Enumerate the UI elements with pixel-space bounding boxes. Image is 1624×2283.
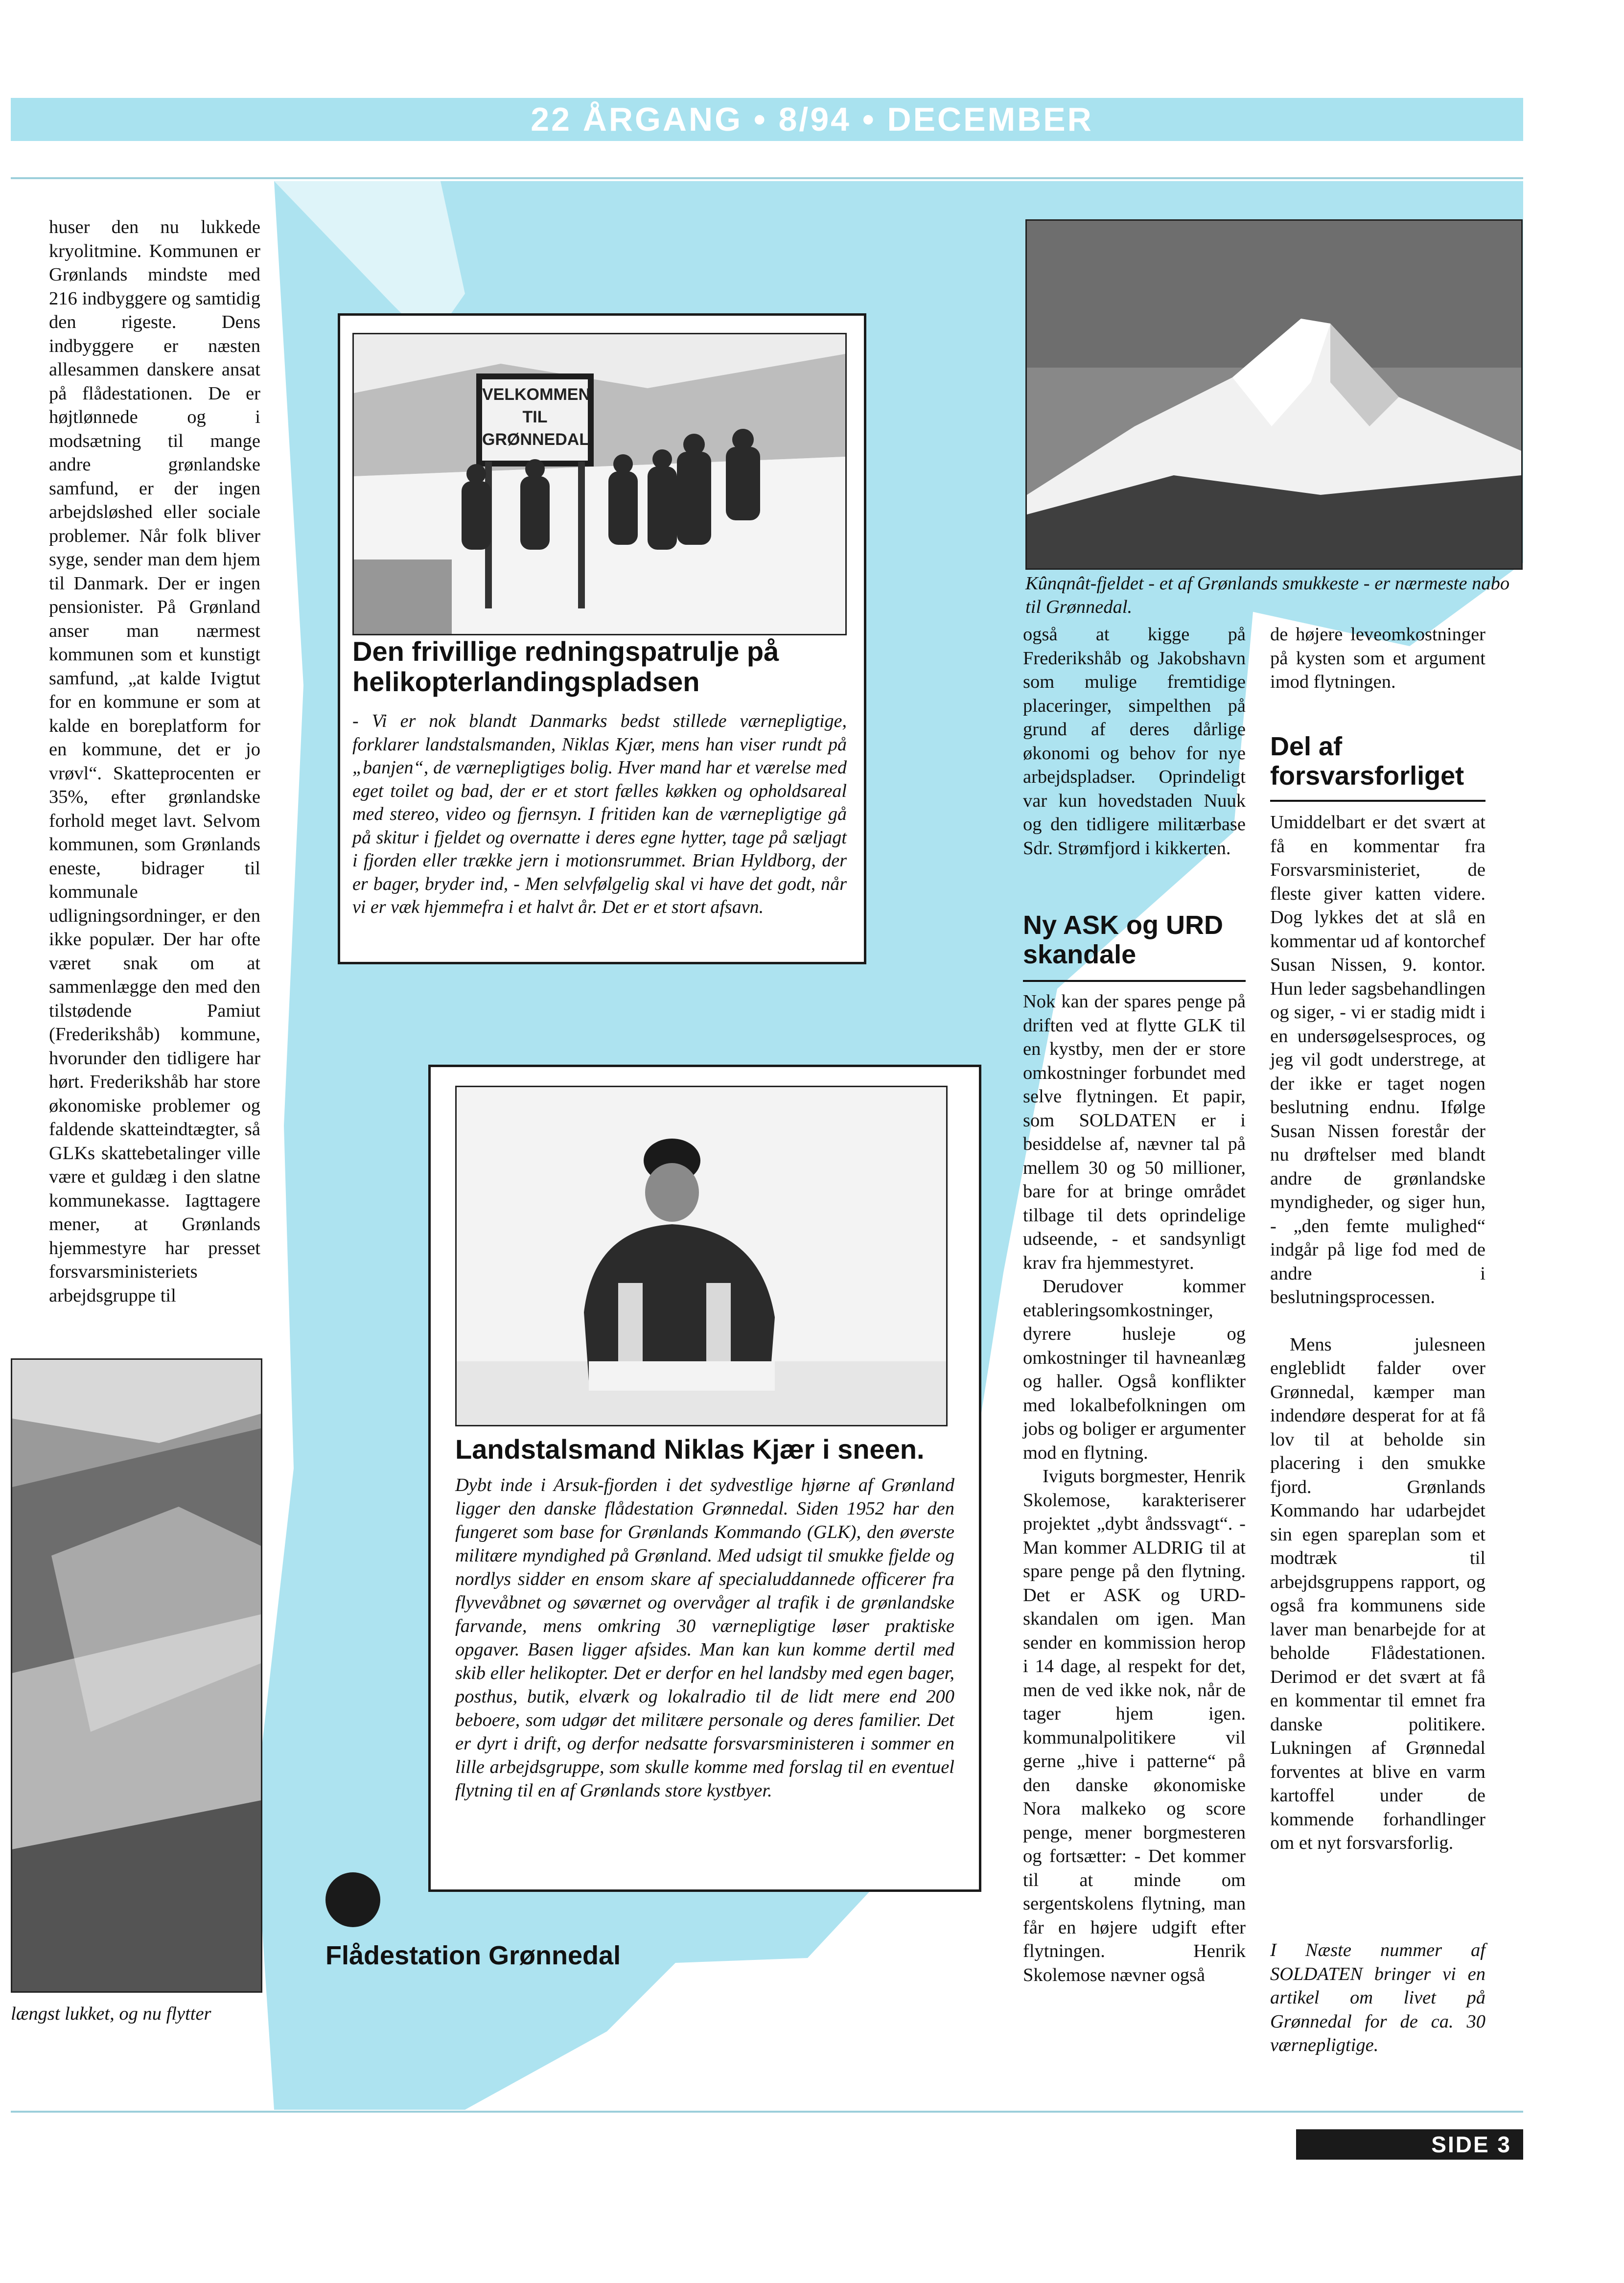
col4-para1: Umiddelbart er det svært at få en kommentar fra Forsvarsministeriet, de fleste giver katten videre. Dog lykkes det at slå en kommentar ud af kontorchef Susan Nissen, 9. kontor. Hun leder sagsbehandlingen og siger, - vi er stadig midt i en undersøgelsesproces, og jeg vil godt understrege, at der ikke er taget nogen beslutning endnu. Ifølge Susan Nissen forestår der nu drøftelser med blandt andre de grønlandske myndigheder, og siger hun, - „den femte mulighed“ indgår på lige fod med de andre i beslutningsprocessen. bbox=[1270, 812, 1485, 1307]
page-number-bar bbox=[1296, 2129, 1523, 2160]
mountain-photo bbox=[1025, 219, 1523, 570]
patrol-body: - Vi er nok blandt Danmarks bedst stillede værnepligtige, forklarer landstalsmanden, Niklas Kjær, mens han viser rundt på „banjen“, de værnepligtiges bolig. Hver mand har et værelse med eget toilet og bad, der er et stort fælles køkken og opholdsareal med stereo, video og fjernsyn. I fritiden kan de værnepligtige gå på skitur i fjeldet og overnatte i deres egne hytter, tage på sæljagt i fjorden eller trække jern i motionsrummet. Brian Hyldborg, der er bager, bryder ind, - Men selvfølgelig skal vi have det godt, når vi er væk hjemmefra i et halvt år. Det er et stort afsavn. bbox=[352, 711, 847, 917]
man-in-snow-image bbox=[457, 1087, 946, 1425]
snow-photo bbox=[455, 1086, 948, 1426]
col3-para1: Nok kan der spares penge på driften ved at flytte GLK til en kystby, men der er store omkostninger forbundet med selve flytningen. Et papir, som SOLDATEN er i besiddelse af, nævner tal på mellem 30 og 50 millioner, bare for at bringe området tilbage til dets oprindelige udseende, - et sandsynligt krav fra hjemmestyret. bbox=[1023, 991, 1246, 1273]
page-number: SIDE 3 bbox=[1431, 2132, 1511, 2157]
mountain-caption: Kûnqnât-fjeldet - et af Grønlands smukkeste - er nærmeste nabo til Grønnedal. bbox=[1025, 573, 1510, 617]
next-issue-note: I Næste nummer af SOLDATEN bringer vi en artikel om livet på Grønnedal for de ca. 30 værnepligtige. bbox=[1270, 1940, 1485, 2055]
section-bullet bbox=[325, 1872, 380, 1927]
mountain-peak-image bbox=[1027, 221, 1521, 568]
left-column-text bbox=[49, 215, 260, 1307]
col4-para2: Mens julesneen engleblidt falder over Grønnedal, kæmper man indendøre desperat for at få lov til at beholde sin placering i den smukke fjord. Grønlands Kommando har udarbejdet sin egen spareplan som et modtræk til arbejdsgruppens rapport, og også fra kommunens side laver man benarbejde for at beholde Flådestationen. Derimod er det svært at få en kommentar til emnet fra danske politikere. Lukningen af Grønnedal forventes at blive en varm kartoffel under de kommende forhandlinger om et nyt forsvarsforlig. bbox=[1270, 1334, 1485, 1853]
left-bottom-caption: længst lukket, og nu flytter bbox=[11, 2003, 211, 2024]
forsvarsforlig-headline: Del af forsvarsforliget bbox=[1270, 732, 1464, 791]
patrol-photo bbox=[352, 333, 847, 635]
mountain-slope-photo bbox=[11, 1358, 262, 1993]
issue-header: 22 ÅRGANG • 8/94 • DECEMBER bbox=[531, 101, 1093, 138]
patrol-group-image bbox=[354, 334, 845, 634]
col4-body bbox=[1270, 811, 1485, 1855]
welcome-sign: VELKOMMEN TIL GRØNNEDAL bbox=[482, 385, 590, 449]
col3-body bbox=[1023, 990, 1246, 1987]
col4-top-text: de højere leveomkostninger på kysten som et argument imod flytningen. bbox=[1270, 624, 1485, 692]
ask-urd-rule bbox=[1023, 980, 1246, 982]
mountain-slope-image bbox=[12, 1360, 261, 1991]
col3-para2: Derudover kommer etableringsomkostninger, dyrere husleje og omkostninger til havneanlæg og haller. Også konflikter med lokalbefolkningen om jobs og boliger er argumenter mod en flytning. bbox=[1023, 1276, 1246, 1463]
ask-urd-headline: Ny ASK og URD skandale bbox=[1023, 910, 1224, 969]
left-column-body: huser den nu lukkede kryolitmine. Kommunen er Grønlands mindste med 216 indbyggere og samtidig den rigeste. Dens indbyggere er næsten allesammen danskere ansat på flådestationen. De er højtlønnede og i modsætning til mange andre grønlandske samfund, er der ingen arbejdsløshed eller sociale problemer. Når folk bliver syge, sender man dem hjem til Danmark. Der er ingen pensionister. På Grønland anser man nærmest kommunen som et kunstigt samfund, „at kalde Ivigtut for en kommune er som at kalde en boreplatform for en kommune, det er jo vrøvl“. Skatteprocenten er 35%, efter grønlandske forhold meget lavt. Selvom kommunen, som Grønlands eneste, bidrager til kommunale udligningsordninger, er den ikke populær. Der har ofte været snak om at sammenlægge den med den tilstødende Pamiut (Frederikshåb) kommune, hvorunder den tidligere har hørt. Frederikshåb har store økonomiske problemer og faldende skatteindtægter, så GLKs skattebetalinger ville være et guldæg i den slatne kommunekasse. Iagttagere mener, at Grønlands hjemmestyre har presset forsvarsministeriets arbejdsgruppe til bbox=[49, 217, 260, 1306]
forsvarsforlig-rule bbox=[1270, 800, 1485, 802]
patrol-headline: Den frivillige redningspatrulje på helikopterlandingspladsen bbox=[352, 636, 779, 697]
col3-top-text: også at kigge på Frederikshåb og Jakobshavn som mulige fremtidige placeringer, simpelthen på grund af deres dårlige økonomi og behov for nye arbejdspladser. Oprindeligt var kun hovedstaden Nuuk og den tidligere militærbase Sdr. Strømfjord i kikkerten. bbox=[1023, 624, 1246, 859]
snow-headline: Landstalsmand Niklas Kjær i sneen. bbox=[455, 1434, 925, 1465]
col3-para3: Iviguts borgmester, Henrik Skolemose, karakteriserer projektet „dybt åndssvagt“. - Man kommer ALDRIG til at spare penge på den flytning. Det er ASK og URD-skandalen om igen. Man sender en kommission herop i 14 dage, al respekt for det, men de ved ikke nok, når de tager hjem igen. kommunalpolitikere vil gerne „hive i patterne“ på den danske økonomiske Nora malkeko og score penge, mener borgmesteren og fortsætter: - Det kommer til at minde om sergentskolens flytning, man får en højere udgift efter flytningen. Henrik Skolemose nævner også bbox=[1023, 1466, 1246, 1985]
snow-body: Dybt inde i Arsuk-fjorden i det sydvestlige hjørne af Grønland ligger den danske flådestation Grønnedal. Siden 1952 har den fungeret som base for Grønlands Kommando (GLK), den øverste militære myndighed på Grønland. Med udsigt til smukke fjelde og nordlys sidder en ensom skare af specialuddannede officerer fra flyvevåbnet og søværnet og overvåger al trafik i de grønlandske farvande, mens omkring 30 værnepligtige løser praktiske opgaver. Basen ligger afsides. Man kan kun komme dertil med skib eller helikopter. Det er derfor en hel landsby med egen bager, posthus, butik, elværk og lokalradio til de lidt mere end 200 beboere, som udgør det militære personale og deres familier. Det er dyrt i drift, og derfor nedsatte forsvarsministeren i sommer en lille arbejdsgruppe, som skulle komme med forslag til en eventuel flytning til en af Grønlands store kystbyer. bbox=[455, 1475, 954, 1801]
section-label: Flådestation Grønnedal bbox=[325, 1941, 621, 1970]
